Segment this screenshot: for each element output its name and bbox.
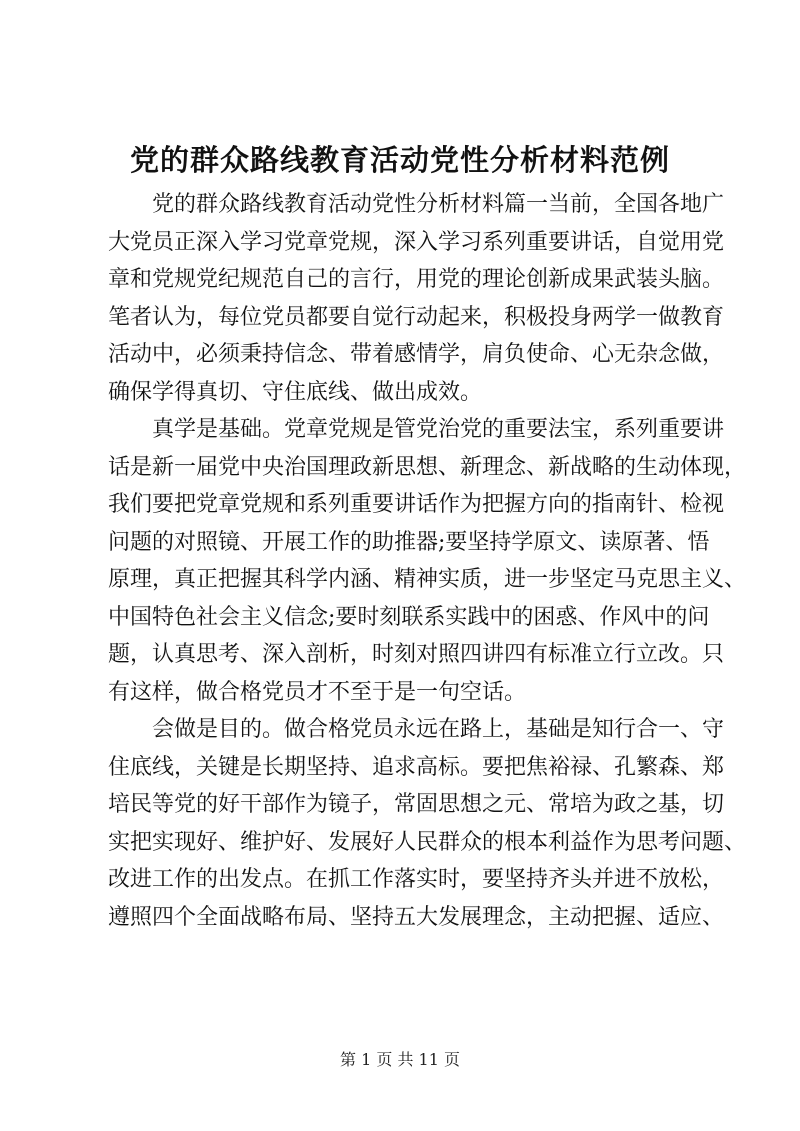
text-line: 党的群众路线教育活动党性分析材料篇一当前，全国各地广 <box>152 192 725 217</box>
text-line: 实把实现好、维护好、发展好人民群众的根本利益作为思考问题、 <box>108 829 747 855</box>
text-line: 话是新一届党中央治国理政新思想、新理念、新战略的生动体现， <box>108 454 747 480</box>
document-body <box>108 186 747 936</box>
paragraph <box>108 411 747 711</box>
text-line: 原理，真正把握其科学内涵、精神实质，进一步坚定马克思主义、 <box>108 567 747 592</box>
text-line: 笔者认为，每位党员都要自觉行动起来，积极投身两学一做教育 <box>108 304 725 330</box>
text-line: 会做是目的。做合格党员永远在路上，基础是知行合一、守 <box>152 717 725 742</box>
paragraph <box>108 711 747 936</box>
text-line: 有这样，做合格党员才不至于是一句空话。 <box>108 679 527 705</box>
document-title: 党的群众路线教育活动党性分析材料范例 <box>129 143 670 177</box>
text-line: 中国特色社会主义信念;要时刻联系实践中的困惑、作风中的问 <box>108 604 710 630</box>
text-line: 题，认真思考、深入剖析，时刻对照四讲四有标准立行立改。只 <box>108 642 725 667</box>
text-line: 真学是基础。党章党规是管党治党的重要法宝，系列重要讲 <box>152 417 725 442</box>
text-line: 确保学得真切、守住底线、做出成效。 <box>108 379 483 405</box>
text-line: 问题的对照镜、开展工作的助推器;要坚持学原文、读原著、悟 <box>108 529 710 555</box>
page-number-footer: 第 1 页 共 11 页 <box>340 1050 460 1069</box>
paragraph <box>108 186 725 411</box>
text-line: 章和党规党纪规范自己的言行，用党的理论创新成果武装头脑。 <box>108 267 725 292</box>
text-line: 住底线，关键是长期坚持、追求高标。要把焦裕禄、孔繁森、郑 <box>108 754 725 780</box>
text-line: 活动中，必须秉持信念、带着感情学，肩负使命、心无杂念做， <box>108 342 725 367</box>
text-line: 大党员正深入学习党章党规，深入学习系列重要讲话，自觉用党 <box>108 229 725 255</box>
text-line: 我们要把党章党规和系列重要讲话作为把握方向的指南针、检视 <box>108 492 725 517</box>
text-line: 培民等党的好干部作为镜子，常固思想之元、常培为政之基，切 <box>108 792 725 817</box>
text-line: 改进工作的出发点。在抓工作落实时，要坚持齐头并进不放松， <box>108 867 725 892</box>
text-line: 遵照四个全面战略布局、坚持五大发展理念，主动把握、适应、 <box>108 904 725 930</box>
